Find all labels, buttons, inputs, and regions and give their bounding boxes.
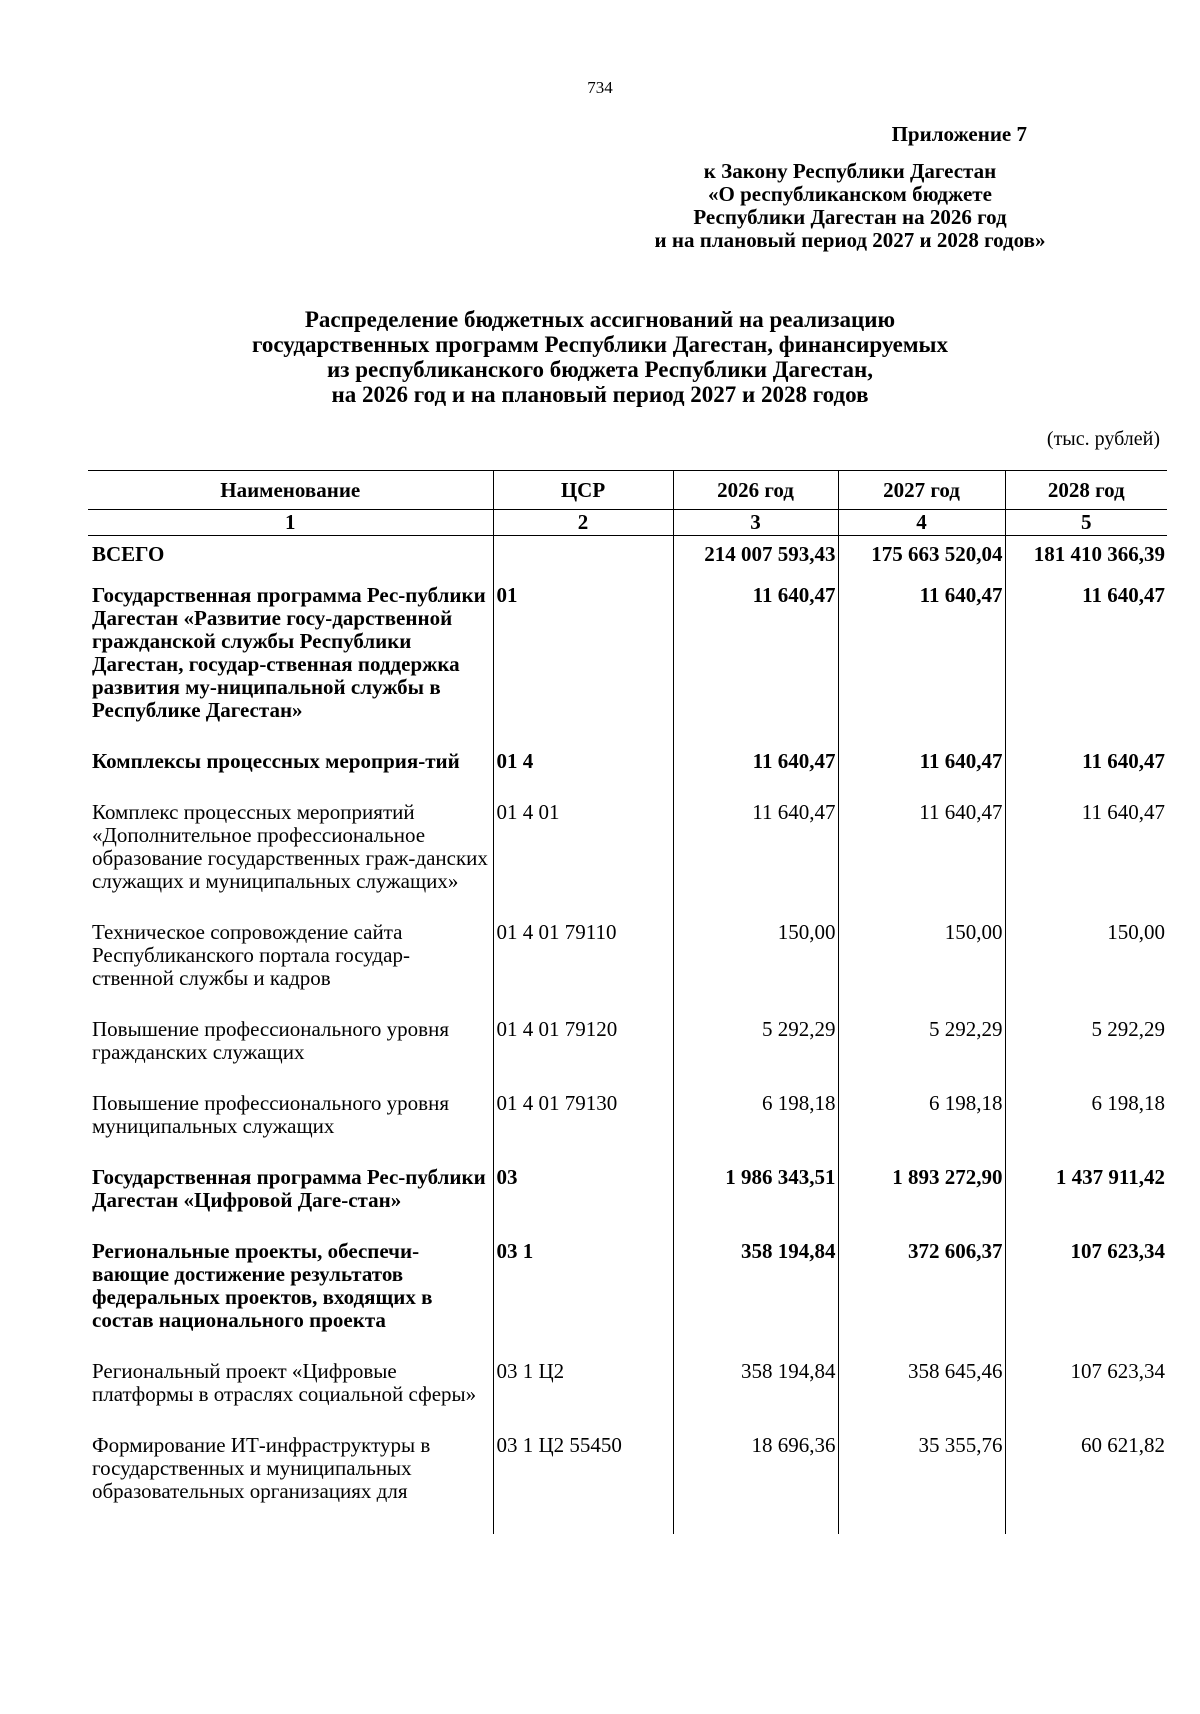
table-row xyxy=(88,797,1167,917)
row-2026: 5 292,29 xyxy=(673,1014,838,1088)
row-name: Региональные проекты, обеспечи-вающие достижение результатов федеральных проектов, входящих в состав национального проекта xyxy=(92,1239,433,1332)
row-2026: 11 640,47 xyxy=(673,797,838,917)
row-csr: 01 xyxy=(493,580,673,746)
column-number: 1 xyxy=(88,510,493,536)
law-line: к Закону Республики Дагестан xyxy=(703,159,997,183)
row-csr xyxy=(493,536,673,581)
row-name: Повышение профессионального уровня гражданских служащих xyxy=(92,1017,449,1064)
row-name: Региональный проект «Цифровые платформы в отраслях социальной сферы» xyxy=(92,1359,477,1406)
row-csr: 03 1 xyxy=(493,1236,673,1356)
header-name: Наименование xyxy=(88,471,493,510)
units-label: (тыс. рублей) xyxy=(1046,428,1160,450)
row-csr: 03 xyxy=(493,1162,673,1236)
table-row xyxy=(88,580,1167,746)
row-2028: 6 198,18 xyxy=(1005,1088,1167,1162)
header-csr: ЦСР xyxy=(493,471,673,510)
header-2027: 2027 год xyxy=(838,471,1005,510)
row-2028: 181 410 366,39 xyxy=(1005,536,1167,581)
title-line: на 2026 год и на плановый период 2027 и 2028 годов xyxy=(331,382,869,407)
row-2026: 1 986 343,51 xyxy=(673,1162,838,1236)
row-2027: 175 663 520,04 xyxy=(838,536,1005,581)
table-row xyxy=(88,1356,1167,1430)
row-2027: 11 640,47 xyxy=(838,580,1005,746)
row-2028: 5 292,29 xyxy=(1005,1014,1167,1088)
row-2026: 150,00 xyxy=(673,917,838,1014)
row-name: ВСЕГО xyxy=(92,542,165,566)
law-line: Республики Дагестан на 2026 год xyxy=(693,205,1007,229)
row-2027: 1 893 272,90 xyxy=(838,1162,1005,1236)
header-2028: 2028 год xyxy=(1005,471,1167,510)
table-row xyxy=(88,536,1167,581)
row-2027: 11 640,47 xyxy=(838,746,1005,797)
row-csr: 03 1 Ц2 xyxy=(493,1356,673,1430)
row-2026: 18 696,36 xyxy=(673,1430,838,1534)
row-2028: 60 621,82 xyxy=(1005,1430,1167,1534)
row-name: Государственная программа Рес-публики Дагестан «Развитие госу-дарственной гражданской службы Республики Дагестан, государ-ственная поддержка развития му-ниципальной службы в Республике Дагестан» xyxy=(92,583,486,722)
table-row xyxy=(88,917,1167,1014)
row-2027: 150,00 xyxy=(838,917,1005,1014)
table-row xyxy=(88,1088,1167,1162)
row-2026: 358 194,84 xyxy=(673,1236,838,1356)
row-2027: 372 606,37 xyxy=(838,1236,1005,1356)
row-2028: 11 640,47 xyxy=(1005,797,1167,917)
row-name: Формирование ИТ-инфраструктуры в государственных и муниципальных образовательных организациях для xyxy=(92,1433,431,1503)
title-line: из республиканского бюджета Республики Дагестан, xyxy=(327,357,873,382)
row-2028: 11 640,47 xyxy=(1005,580,1167,746)
row-name: Комплексы процессных мероприя-тий xyxy=(92,749,460,773)
row-2026: 11 640,47 xyxy=(673,580,838,746)
row-2026: 11 640,47 xyxy=(673,746,838,797)
document-title xyxy=(160,307,1040,407)
column-number-row xyxy=(88,510,1167,536)
column-number: 5 xyxy=(1005,510,1167,536)
row-2027: 11 640,47 xyxy=(838,797,1005,917)
row-name: Техническое сопровождение сайта Республиканского портала государ-ственной службы и кадров xyxy=(92,920,410,990)
table-row xyxy=(88,1162,1167,1236)
table-row xyxy=(88,746,1167,797)
row-2026: 214 007 593,43 xyxy=(673,536,838,581)
row-csr: 01 4 01 79120 xyxy=(493,1014,673,1088)
row-2028: 150,00 xyxy=(1005,917,1167,1014)
row-csr: 01 4 xyxy=(493,746,673,797)
row-2027: 5 292,29 xyxy=(838,1014,1005,1088)
column-number: 3 xyxy=(673,510,838,536)
row-2028: 107 623,34 xyxy=(1005,1236,1167,1356)
table-row xyxy=(88,1014,1167,1088)
row-2028: 11 640,47 xyxy=(1005,746,1167,797)
appendix-label: Приложение 7 xyxy=(891,122,1027,146)
row-name: Повышение профессионального уровня муниципальных служащих xyxy=(92,1091,449,1138)
title-line: государственных программ Республики Дагестан, финансируемых xyxy=(252,332,948,357)
law-line: и на плановый период 2027 и 2028 годов» xyxy=(654,228,1046,252)
page-number: 734 xyxy=(587,78,613,97)
row-csr: 01 4 01 79110 xyxy=(493,917,673,1014)
row-2028: 1 437 911,42 xyxy=(1005,1162,1167,1236)
title-line: Распределение бюджетных ассигнований на реализацию xyxy=(304,307,896,332)
row-2027: 35 355,76 xyxy=(838,1430,1005,1534)
row-2027: 6 198,18 xyxy=(838,1088,1005,1162)
column-number: 4 xyxy=(838,510,1005,536)
row-2026: 6 198,18 xyxy=(673,1088,838,1162)
row-name: Государственная программа Рес-публики Дагестан «Цифровой Даге-стан» xyxy=(92,1165,486,1212)
table-header-row xyxy=(88,471,1167,510)
row-csr: 03 1 Ц2 55450 xyxy=(493,1430,673,1534)
column-number: 2 xyxy=(493,510,673,536)
table-row xyxy=(88,1236,1167,1356)
row-csr: 01 4 01 79130 xyxy=(493,1088,673,1162)
row-name: Комплекс процессных мероприятий «Дополнительное профессиональное образование государственных граж-данских служащих и муниципальных служащих» xyxy=(92,800,488,893)
law-line: «О республиканском бюджете xyxy=(708,182,992,206)
row-2026: 358 194,84 xyxy=(673,1356,838,1430)
header-2026: 2026 год xyxy=(673,471,838,510)
budget-table xyxy=(88,470,1167,1534)
row-csr: 01 4 01 xyxy=(493,797,673,917)
row-2028: 107 623,34 xyxy=(1005,1356,1167,1430)
table-row xyxy=(88,1430,1167,1534)
row-2027: 358 645,46 xyxy=(838,1356,1005,1430)
law-reference xyxy=(570,160,1130,252)
